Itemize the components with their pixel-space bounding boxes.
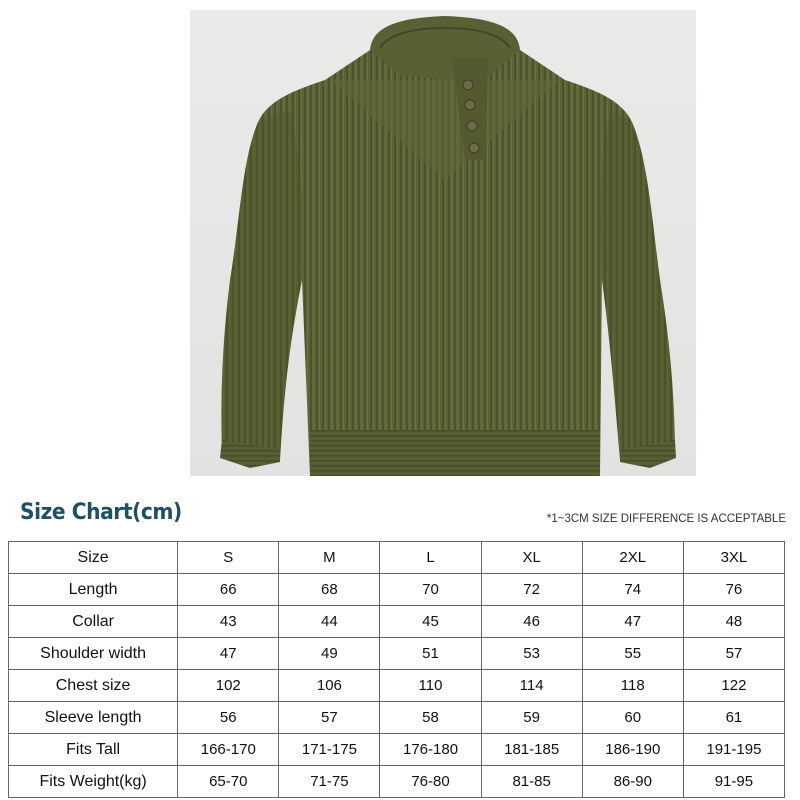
size-chart-table: [8, 541, 785, 798]
table-row: [9, 574, 785, 606]
table-cell: 60: [582, 702, 683, 734]
table-cell: 166-170: [178, 734, 279, 766]
size-cell: M: [279, 542, 380, 574]
table-cell: 66: [178, 574, 279, 606]
table-cell: 65-70: [178, 766, 279, 798]
size-chart-title: Size Chart(cm): [20, 500, 182, 525]
row-label: Length: [9, 574, 178, 606]
row-label: Chest size: [9, 670, 178, 702]
header-label: Size: [9, 542, 178, 574]
table-row: [9, 766, 785, 798]
row-label: Sleeve length: [9, 702, 178, 734]
table-cell: 68: [279, 574, 380, 606]
row-label: Fits Weight(kg): [9, 766, 178, 798]
table-cell: 57: [279, 702, 380, 734]
table-cell: 91-95: [683, 766, 784, 798]
size-difference-note: *1~3CM SIZE DIFFERENCE IS ACCEPTABLE: [546, 513, 786, 525]
table-cell: 110: [380, 670, 481, 702]
table-cell: 102: [178, 670, 279, 702]
table-cell: 47: [582, 606, 683, 638]
table-cell: 171-175: [279, 734, 380, 766]
table-cell: 43: [178, 606, 279, 638]
table-cell: 53: [481, 638, 582, 670]
table-cell: 51: [380, 638, 481, 670]
table-cell: 106: [279, 670, 380, 702]
row-label: Shoulder width: [9, 638, 178, 670]
table-row: [9, 734, 785, 766]
table-cell: 76: [683, 574, 784, 606]
size-cell: L: [380, 542, 481, 574]
table-cell: 74: [582, 574, 683, 606]
table-cell: 47: [178, 638, 279, 670]
row-label: Fits Tall: [9, 734, 178, 766]
table-cell: 71-75: [279, 766, 380, 798]
table-cell: 186-190: [582, 734, 683, 766]
size-cell: XL: [481, 542, 582, 574]
table-row: [9, 606, 785, 638]
table-cell: 181-185: [481, 734, 582, 766]
table-cell: 58: [380, 702, 481, 734]
table-cell: 81-85: [481, 766, 582, 798]
table-cell: 72: [481, 574, 582, 606]
table-cell: 55: [582, 638, 683, 670]
sweater-image: [190, 10, 696, 476]
header-row: [9, 542, 785, 574]
table-cell: 49: [279, 638, 380, 670]
table-row: [9, 670, 785, 702]
table-cell: 118: [582, 670, 683, 702]
table-cell: 56: [178, 702, 279, 734]
product-photo: [190, 10, 696, 476]
table-cell: 46: [481, 606, 582, 638]
size-cell: 3XL: [683, 542, 784, 574]
size-cell: 2XL: [582, 542, 683, 574]
table-cell: 44: [279, 606, 380, 638]
table-cell: 176-180: [380, 734, 481, 766]
table-cell: 191-195: [683, 734, 784, 766]
table-cell: 86-90: [582, 766, 683, 798]
table-cell: 45: [380, 606, 481, 638]
table-cell: 57: [683, 638, 784, 670]
table-cell: 76-80: [380, 766, 481, 798]
table-row: [9, 702, 785, 734]
table-cell: 114: [481, 670, 582, 702]
table-cell: 48: [683, 606, 784, 638]
table-cell: 122: [683, 670, 784, 702]
table-row: [9, 638, 785, 670]
table-cell: 70: [380, 574, 481, 606]
row-label: Collar: [9, 606, 178, 638]
table-cell: 59: [481, 702, 582, 734]
size-cell: S: [178, 542, 279, 574]
table-cell: 61: [683, 702, 784, 734]
